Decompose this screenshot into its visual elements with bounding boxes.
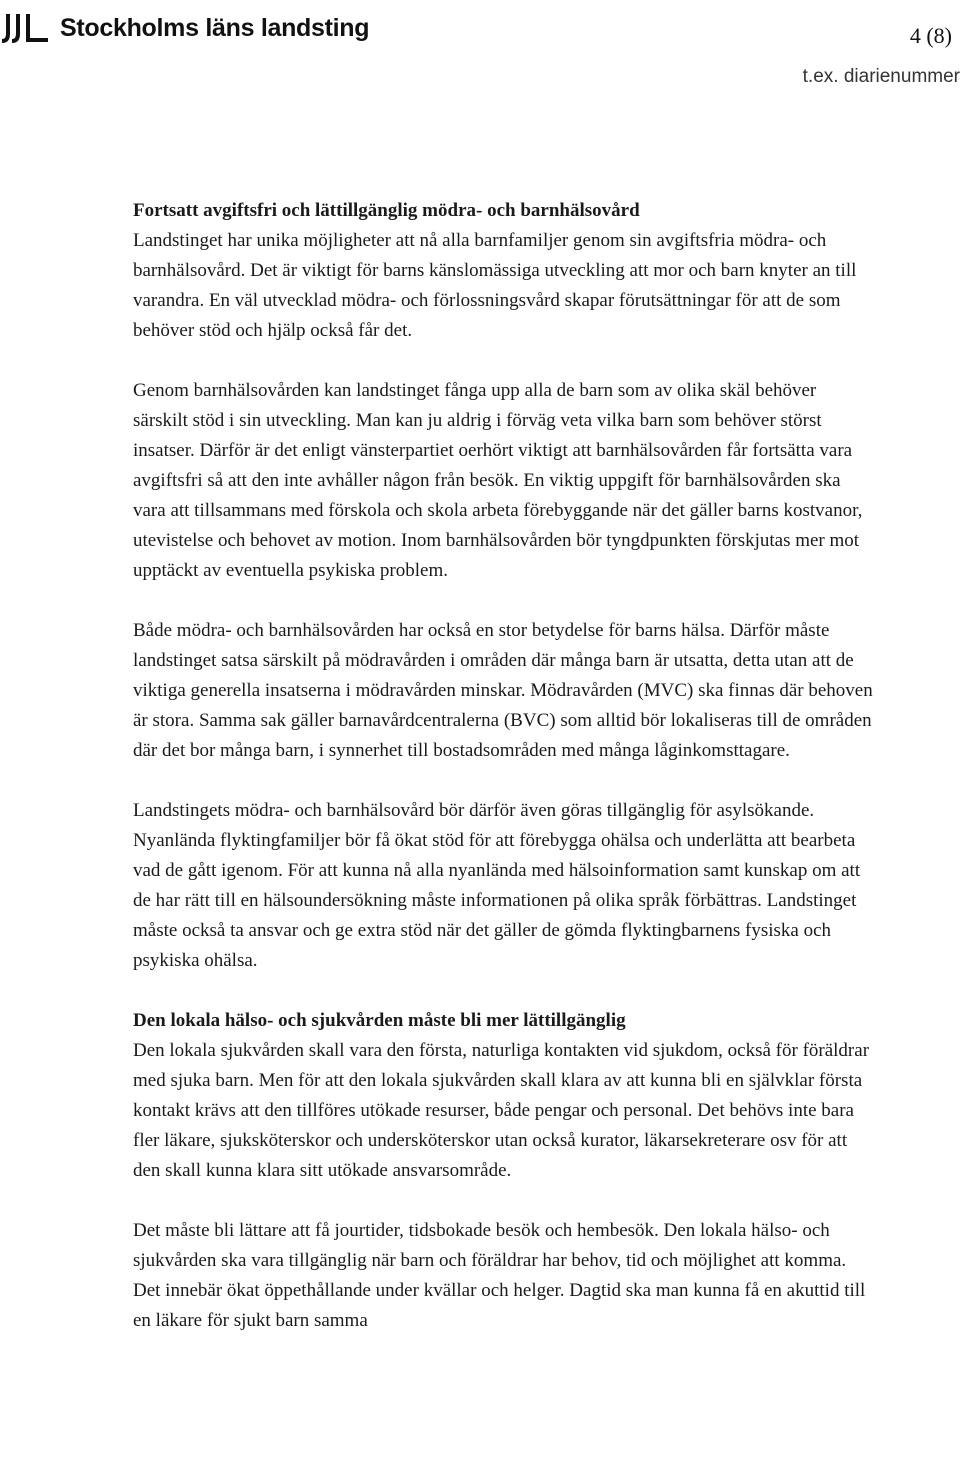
section-heading: Fortsatt avgiftsfri och lättillgänglig mödra- och barnhälsovård [133,200,640,221]
paragraph: Den lokala sjukvården skall vara den första, naturliga kontakten vid sjukdom, också för föräldrar med sjuka barn. Men för att den lokala sjukvården skall klara av att kunna bli en självklar första kontakt krävs att den tillföres utökade resurser, både pengar och personal. Det behövs inte bara fler läkare, sjuksköterskor och undersköterskor utan också kurator, läkarsekreterare osv för att den skall kunna klara sitt utökade ansvarsområde. [133,1040,870,1181]
section-heading: Den lokala hälso- och sjukvården måste bli mer lättillgänglig [133,1010,626,1031]
reference-number: t.ex. diarienummer [802,66,960,87]
page-header [0,0,960,100]
page-number: 4 (8) [909,23,952,48]
organization-logo [2,12,369,44]
document-body [133,196,873,1366]
paragraph: Genom barnhälsovården kan landstinget fånga upp alla de barn som av olika skäl behöver särskilt stöd i sin utveckling. Man kan ju aldrig i förväg veta vilka barn som behöver störst insatser. Därför är det enligt vänsterpartiet oerhört viktigt att barnhälsovården får fortsätta vara avgiftsfri så att den inte avhåller någon från besök. En viktig uppgift för barnhälsovården ska vara att tillsammans med förskola och skola arbeta förebyggande när det gäller barns kostvanor, utevistelse och behovet av motion. Inom barnhälsovården bör tyngdpunkten förskjutas mer mot upptäckt av eventuella psykiska problem. [133,380,863,581]
paragraph: Landstingets mödra- och barnhälsovård bör därför även göras tillgänglig för asylsökande. Nyanlända flyktingfamiljer bör få ökat stöd för att förebygga ohälsa och underlätta att bearbeta vad de gått igenom. För att kunna nå alla nyanlända med hälsoinformation samt kunskap om att de har rätt till en hälsoundersökning måste informationen på olika språk förbättras. Landstinget måste också ta ansvar och ge extra stöd när det gäller de gömda flyktingbarnens fysiska och psykiska ohälsa. [133,800,861,971]
logo-text: Stockholms läns landsting [60,13,370,42]
section-local-healthcare [133,1006,873,1336]
paragraph: Landstinget har unika möjligheter att nå alla barnfamiljer genom sin avgiftsfria mödra- och barnhälsovård. Det är viktigt för barns känslomässiga utveckling att mor och barn knyter an till varandra. En väl utvecklad mödra- och förlossningsvård skapar förutsättningar för att de som behöver stöd och hjälp också får det. [133,230,857,341]
paragraph: Både mödra- och barnhälsovården har också en stor betydelse för barns hälsa. Därför måste landstinget satsa särskilt på mödravården i områden där många barn är utsatta, detta utan att de viktiga generella insatserna i mödravården minskar. Mödravården (MVC) ska finnas där behoven är stora. Samma sak gäller barnavårdcentralerna (BVC) som alltid bör lokaliseras till de områden där det bor många barn, i synnerhet till bostadsområden med många låginkomsttagare. [133,620,873,761]
paragraph: Det måste bli lättare att få jourtider, tidsbokade besök och hembesök. Den lokala hälso- och sjukvården ska vara tillgänglig när barn och föräldrar har behov, tid och möjlighet att komma. Det innebär ökat öppethållande under kvällar och helger. Dagtid ska man kunna få en akuttid till en läkare för sjukt barn samma [133,1220,866,1331]
section-mother-child-health [133,196,873,976]
sll-logo-icon [2,12,50,44]
